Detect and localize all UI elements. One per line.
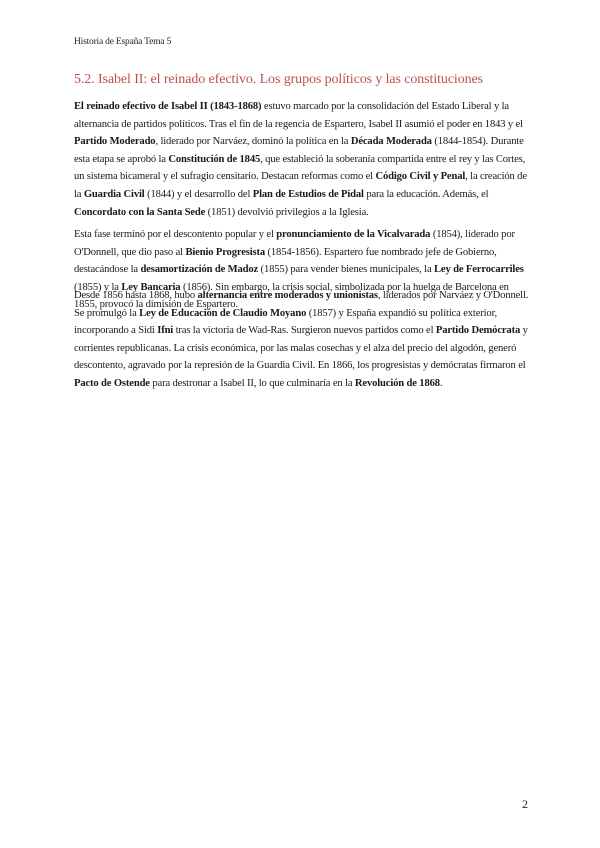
bold-term: desamortización de Madoz — [140, 264, 259, 276]
text-run: y corrientes republicanas. La crisis económica, por las malas cosechas y el alza del precio del algodón, generó descontento, agravado por la represión de la Guardia Civil. En 1866, los progresistas y demócratas firmaron el — [74, 325, 528, 372]
text-run: (1844-1854). Durante esta etapa se aprobó la — [74, 136, 524, 165]
text-run: Esta fase terminó por el descontento popular y el — [74, 229, 277, 240]
text-run: . — [439, 377, 443, 389]
bold-term: alternancia entre moderados y unionistas — [197, 290, 378, 301]
paragraph-reinado-efectivo — [74, 98, 530, 221]
text-run: (1857) y España expandió su política exterior, incorporando a Sidi — [74, 307, 498, 337]
bold-term: Revolución de 1868 — [354, 377, 440, 389]
text-run: (1854), liderado por O'Donnell, que dio paso al — [74, 229, 515, 258]
text-run: (1855) y la — [74, 281, 122, 293]
text-run: , liderados por Narváez y O'Donnell. Se promulgó la — [74, 290, 529, 319]
text-run: tras la victoria de Wad-Ras. Surgieron nuevos partidos como el — [173, 325, 436, 337]
running-header: Historia de España Tema 5 — [74, 37, 172, 47]
text-run: (1844) y el desarrollo del — [144, 188, 253, 200]
text-run: (1854-1856). Espartero fue nombrado jefe de Gobierno, destacándose la — [74, 246, 497, 276]
bold-term: Guardia Civil — [83, 188, 145, 200]
text-run: para destronar a Isabel II, lo que culminaría en la — [149, 377, 355, 389]
bold-term: Plan de Estudios de Pidal — [252, 188, 364, 200]
bold-term: Ifni — [157, 325, 174, 337]
text-run: (1855) para vender bienes municipales, la — [258, 264, 434, 276]
bold-term: pronunciamiento de la Vicalvarada — [276, 229, 431, 240]
bold-term: Pacto de Ostende — [74, 377, 150, 389]
page-number: 2 — [522, 797, 528, 811]
section-title: 5.2. Isabel II: el reinado efectivo. Los grupos políticos y las constituciones — [74, 72, 483, 87]
text-run: Desde 1856 hasta 1868, hubo — [74, 290, 198, 301]
text-run: , que estableció la soberanía compartida entre el rey y las Cortes, un sistema bicameral y el sufragio censitario. Destacan reformas como el — [74, 153, 526, 183]
bold-term: Partido Moderado — [74, 136, 156, 148]
bold-term: Concordato con la Santa Sede — [74, 206, 206, 218]
bold-term: Ley de Ferrocarriles — [434, 264, 524, 276]
bold-term: Ley de Educación de Claudio Moyano — [139, 307, 307, 319]
paragraph-moderados-unionistas — [74, 287, 530, 393]
text-run: para la educación. Además, el — [363, 188, 489, 200]
bold-term: Partido Demócrata — [435, 325, 521, 337]
bold-term: Ley Bancaria — [121, 281, 181, 293]
bold-term: Década Moderada — [350, 136, 432, 148]
bold-term: Código Civil y Penal — [375, 171, 466, 183]
text-run: estuvo marcado por la consolidación del Estado Liberal y la alternancia de partidos políticos. Tras el fin de la regencia de Espartero, Isabel II asumió el poder en 1843 y el — [74, 101, 523, 130]
bold-term: El reinado efectivo de Isabel II (1843-1868) — [74, 101, 262, 112]
bold-term: Constitución de 1845 — [168, 153, 261, 165]
text-run: , la creación de la — [74, 171, 527, 200]
bold-term: Bienio Progresista — [185, 246, 266, 258]
text-run: (1856). Sin embargo, la crisis social, simbolizada por la huelga de Barcelona en 1855, provocó la dimisión de Espartero. — [74, 281, 509, 311]
text-run: , liderado por Narváez, dominó la política en la — [155, 136, 351, 148]
text-run: (1851) devolvió privilegios a la Iglesia. — [205, 206, 369, 218]
